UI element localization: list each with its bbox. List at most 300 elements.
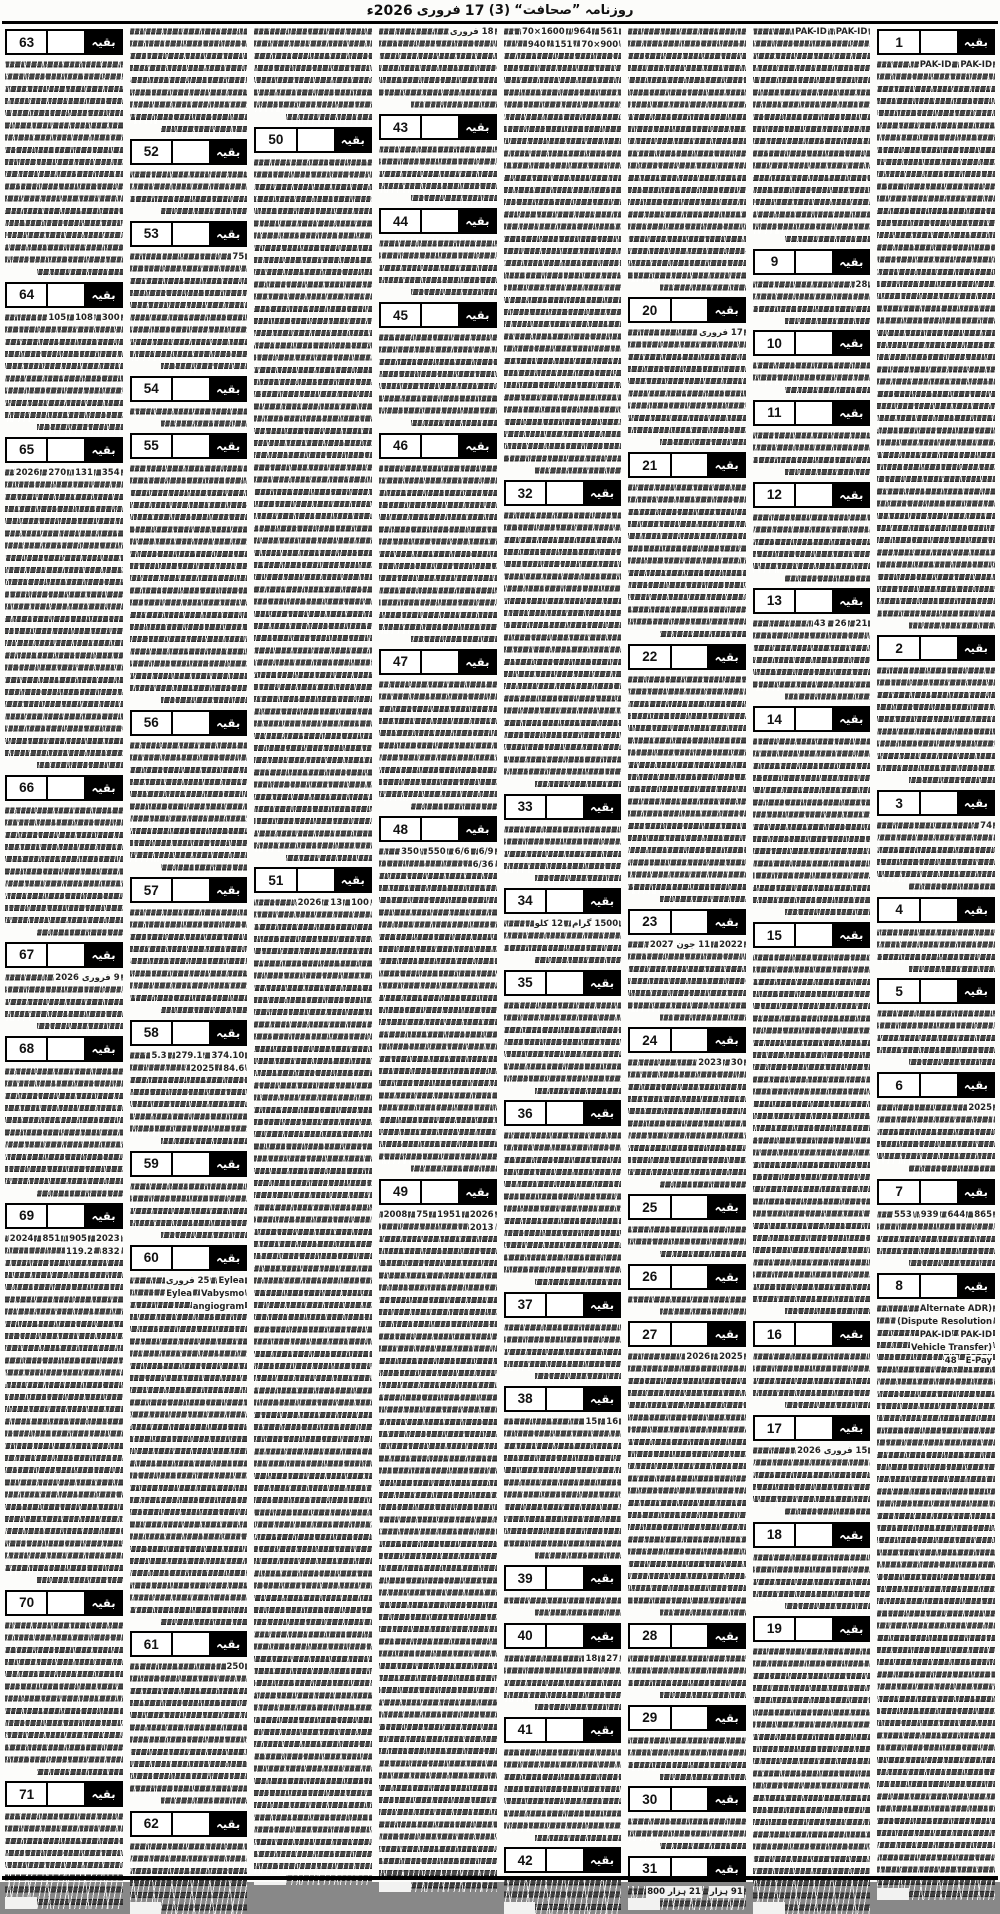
continuation-item-58-body-token: 2025 — [190, 1063, 215, 1074]
continuation-item-19-header — [753, 1616, 871, 1642]
continuation-item-8-body-tokens — [877, 1303, 995, 1367]
item-number: 37 — [506, 1294, 547, 1316]
column-3-lead-text — [628, 26, 746, 294]
masthead-date-month: فروری — [416, 3, 461, 18]
continuation-item-53-body-token: 75 — [232, 251, 245, 262]
continuation-item-67-header — [5, 942, 123, 968]
continuation-item-71-body — [5, 1811, 123, 1909]
item-blank-box — [422, 435, 460, 457]
continuation-label: بقیہ — [86, 1205, 120, 1227]
continuation-item-58-body-token: 374.10 — [211, 1050, 245, 1061]
item-blank-box — [48, 1783, 86, 1805]
item-blank-box — [547, 482, 585, 504]
continuation-item-16-body — [753, 1351, 871, 1412]
continuation-item-37-body — [504, 1322, 622, 1383]
item-blank-box — [48, 944, 86, 966]
item-number: 22 — [630, 646, 671, 668]
continuation-item-49-body — [379, 1209, 497, 1892]
item-blank-box — [48, 439, 86, 461]
continuation-item-65-body-token: 2026 — [15, 467, 40, 478]
item-number: 26 — [630, 1266, 671, 1288]
continuation-label: بقیہ — [86, 1592, 120, 1614]
continuation-item-60-body-token: 25 فروری — [165, 1275, 210, 1286]
continuation-item-70-body — [5, 1620, 123, 1779]
item-number: 7 — [879, 1181, 920, 1203]
item-blank-box — [48, 31, 86, 53]
continuation-item-38-header — [504, 1386, 622, 1412]
continuation-item-13-body-token: 21 — [855, 618, 868, 629]
continuation-item-48-body-token: 350 — [401, 847, 419, 858]
continuation-item-23-body-token: 2022 — [719, 939, 743, 950]
item-number: 21 — [630, 454, 671, 476]
continuation-item-34-body-token: 12 کلو — [534, 918, 564, 929]
item-blank-box — [173, 879, 211, 901]
continuation-item-48-body-token: 6/6 — [454, 847, 470, 858]
item-blank-box — [173, 378, 211, 400]
continuation-item-58-body — [130, 1050, 248, 1148]
item-blank-box — [173, 1022, 211, 1044]
item-blank-box — [921, 637, 959, 659]
continuation-label: بقیہ — [336, 869, 370, 891]
continuation-item-3-body-tokens — [877, 820, 995, 832]
continuation-label: بقیہ — [709, 454, 743, 476]
continuation-label: بقیہ — [834, 924, 868, 946]
continuation-item-29-header — [628, 1705, 746, 1731]
column-4-lead-text — [504, 26, 622, 477]
continuation-item-8-body-token: PAK-ID — [919, 1329, 952, 1340]
continuation-item-48-body-token: 6/9 — [478, 847, 494, 858]
continuation-item-48-header — [379, 816, 497, 842]
continuation-item-52-header — [130, 139, 248, 165]
continuation-label: بقیہ — [709, 299, 743, 321]
item-number: 8 — [879, 1275, 920, 1297]
item-number: 57 — [132, 879, 173, 901]
item-number: 16 — [755, 1323, 796, 1345]
continuation-label: بقیہ — [959, 1074, 993, 1096]
continuation-item-26-body — [628, 1294, 746, 1318]
continuation-item-41-header — [504, 1717, 622, 1743]
continuation-item-28-header — [628, 1623, 746, 1649]
column-2-lead-text-token: PAK-ID — [795, 27, 827, 37]
continuation-item-3-body — [877, 820, 995, 893]
bottom-rule — [2, 1876, 998, 1880]
continuation-item-58-body-tokens — [130, 1050, 248, 1075]
item-blank-box — [796, 402, 834, 424]
continuation-item-48-body — [379, 846, 497, 1175]
continuation-item-44-header — [379, 208, 497, 234]
continuation-item-34-body — [504, 918, 622, 967]
continuation-label: بقیہ — [834, 708, 868, 730]
continuation-item-55-body — [130, 463, 248, 707]
item-number: 19 — [755, 1618, 796, 1640]
continuation-item-20-body-token: 17 فروری — [699, 328, 743, 339]
item-number: 18 — [755, 1524, 796, 1546]
item-number: 32 — [506, 482, 547, 504]
continuation-item-31-body-token: 91 ہزار — [709, 1886, 743, 1897]
continuation-item-69-body-token: 832 — [101, 1246, 120, 1257]
continuation-item-17-body-tokens — [753, 1445, 871, 1457]
continuation-item-49-body-token: 2008 — [383, 1209, 408, 1220]
continuation-item-4-body — [877, 927, 995, 976]
continuation-item-5-header — [877, 978, 995, 1004]
continuation-item-14-header — [753, 706, 871, 732]
column-5-lead-text-token: 18 فروری — [449, 27, 494, 37]
item-number: 44 — [381, 210, 422, 232]
continuation-item-17-body-token: 15 فروری 2026 — [797, 1446, 868, 1457]
continuation-item-23-body-tokens — [628, 939, 746, 951]
continuation-item-45-header — [379, 302, 497, 328]
continuation-item-67-body — [5, 972, 123, 1033]
continuation-item-61-body-token: 250 — [226, 1662, 245, 1673]
continuation-item-45-body — [379, 332, 497, 430]
continuation-label: بقیہ — [834, 332, 868, 354]
continuation-item-27-body-token: 2026 — [686, 1352, 711, 1363]
item-number: 58 — [132, 1022, 173, 1044]
continuation-item-49-body-tokens — [379, 1209, 497, 1234]
item-blank-box — [173, 712, 211, 734]
continuation-item-54-body — [130, 406, 248, 430]
continuation-item-8-body-token: 48 — [944, 1355, 957, 1366]
column-4-lead-text-token: 900×70 — [581, 40, 619, 50]
continuation-item-31-body — [628, 1886, 746, 1910]
continuation-item-48-body-tokens — [379, 846, 497, 871]
continuation-label: بقیہ — [86, 31, 120, 53]
item-blank-box — [547, 1102, 585, 1124]
item-number: 9 — [755, 251, 796, 273]
continuation-item-60-body-token: angiogram — [192, 1301, 245, 1312]
continuation-item-65-body-tokens — [5, 467, 123, 479]
item-number: 31 — [630, 1858, 671, 1880]
item-blank-box — [796, 1618, 834, 1640]
continuation-item-1-header — [877, 29, 995, 55]
continuation-item-5-body — [877, 1008, 995, 1069]
item-number: 36 — [506, 1102, 547, 1124]
continuation-item-38-body-tokens — [504, 1416, 622, 1428]
item-number: 23 — [630, 911, 671, 933]
continuation-label: بقیہ — [211, 1633, 245, 1655]
item-blank-box — [672, 299, 710, 321]
masthead-paper-name: روزنامہ ”صحافت“ — [514, 3, 634, 18]
continuation-item-61-body-tokens — [130, 1661, 248, 1673]
item-number: 27 — [630, 1323, 671, 1345]
continuation-item-39-header — [504, 1565, 622, 1591]
item-blank-box — [547, 1625, 585, 1647]
continuation-item-9-body-tokens — [753, 279, 871, 291]
continuation-item-27-header — [628, 1321, 746, 1347]
continuation-item-49-body-token: 2026 — [469, 1209, 494, 1220]
item-blank-box — [672, 646, 710, 668]
column-3 — [628, 26, 746, 1910]
item-number: 65 — [7, 439, 48, 461]
continuation-item-22-body — [628, 674, 746, 906]
continuation-item-30-body — [628, 1816, 746, 1853]
continuation-label: بقیہ — [585, 796, 619, 818]
item-number: 52 — [132, 141, 173, 163]
item-number: 40 — [506, 1625, 547, 1647]
continuation-item-24-body-token: 30 — [730, 1058, 743, 1069]
continuation-label: بقیہ — [709, 1029, 743, 1051]
continuation-label: بقیہ — [211, 879, 245, 901]
continuation-item-55-header — [130, 433, 248, 459]
continuation-item-2-header — [877, 635, 995, 661]
continuation-item-61-body — [130, 1661, 248, 1807]
continuation-item-25-body — [628, 1224, 746, 1261]
continuation-item-35-body — [504, 1000, 622, 1098]
continuation-item-60-body-token: Vabysmo — [201, 1288, 245, 1299]
continuation-item-8-body-token: Dispute Resolution) — [897, 1316, 992, 1327]
continuation-item-40-body-token: 18 — [585, 1653, 598, 1664]
continuation-item-40-body-tokens — [504, 1653, 622, 1665]
continuation-label: بقیہ — [709, 1323, 743, 1345]
continuation-item-31-body-token: 21 ہزار 800 — [647, 1886, 701, 1897]
continuation-item-1-body — [877, 59, 995, 632]
continuation-item-65-body-token: 270 — [48, 467, 67, 478]
continuation-label: بقیہ — [585, 972, 619, 994]
continuation-label: بقیہ — [834, 484, 868, 506]
continuation-item-3-body-token: 74 — [980, 821, 992, 832]
continuation-label: بقیہ — [709, 1707, 743, 1729]
continuation-item-13-body-token: 26 — [834, 618, 847, 629]
item-blank-box — [173, 435, 211, 457]
continuation-item-43-body — [379, 144, 497, 205]
continuation-item-15-body — [753, 952, 871, 1318]
continuation-item-54-header — [130, 376, 248, 402]
continuation-item-13-header — [753, 588, 871, 614]
continuation-item-8-body-token: (Vehicle Transfer — [911, 1342, 992, 1353]
continuation-item-24-header — [628, 1027, 746, 1053]
continuation-item-60-body-token: Eylea — [166, 1288, 193, 1299]
continuation-item-12-header — [753, 482, 871, 508]
continuation-label: بقیہ — [86, 777, 120, 799]
continuation-item-48-body-token: 6/36 — [472, 860, 494, 871]
continuation-item-58-header — [130, 1020, 248, 1046]
item-blank-box — [422, 116, 460, 138]
continuation-item-24-body-token: 2023 — [698, 1058, 722, 1069]
item-number: 71 — [7, 1783, 48, 1805]
column-6-lead-text — [254, 26, 372, 124]
continuation-item-69-body-token: 851 — [42, 1233, 61, 1244]
continuation-item-53-body-tokens — [130, 251, 248, 263]
continuation-item-9-body-token: 28 — [855, 279, 868, 290]
continuation-item-13-body — [753, 618, 871, 703]
item-number: 1 — [879, 31, 920, 53]
continuation-label: بقیہ — [959, 31, 993, 53]
item-number: 35 — [506, 972, 547, 994]
continuation-item-39-body — [504, 1595, 622, 1619]
continuation-item-59-header — [130, 1151, 248, 1177]
continuation-item-11-header — [753, 400, 871, 426]
item-blank-box — [547, 1388, 585, 1410]
continuation-label: بقیہ — [211, 223, 245, 245]
item-number: 38 — [506, 1388, 547, 1410]
item-blank-box — [48, 1038, 86, 1060]
item-blank-box — [921, 31, 959, 53]
masthead-page-number: (3) — [488, 3, 511, 18]
continuation-label: بقیہ — [709, 1625, 743, 1647]
item-number: 11 — [755, 402, 796, 424]
item-blank-box — [547, 1567, 585, 1589]
continuation-item-68-body — [5, 1066, 123, 1200]
item-blank-box — [547, 1719, 585, 1741]
continuation-item-52-body — [130, 169, 248, 218]
continuation-item-69-body — [5, 1233, 123, 1587]
continuation-item-67-body-token: 9 فروری 2026 — [55, 972, 120, 983]
item-blank-box — [921, 1074, 959, 1096]
column-2-lead-text-tokens — [753, 26, 871, 38]
continuation-item-64-body — [5, 312, 123, 434]
continuation-item-53-header — [130, 221, 248, 247]
item-number: 59 — [132, 1153, 173, 1175]
column-4-lead-text-tokens — [504, 26, 622, 51]
continuation-label: بقیہ — [86, 1783, 120, 1805]
continuation-item-7-body-token: 939 — [920, 1209, 939, 1220]
continuation-item-59-body — [130, 1181, 248, 1242]
item-number: 12 — [755, 484, 796, 506]
column-4-lead-text-token: 1600×70 — [521, 27, 565, 37]
item-number: 39 — [506, 1567, 547, 1589]
continuation-item-47-header — [379, 649, 497, 675]
continuation-label: بقیہ — [959, 637, 993, 659]
continuation-item-20-header — [628, 297, 746, 323]
item-number: 45 — [381, 304, 422, 326]
item-blank-box — [672, 1029, 710, 1051]
columns-container — [0, 24, 1000, 1914]
column-2-lead-text — [753, 26, 871, 246]
continuation-item-25-header — [628, 1194, 746, 1220]
continuation-item-69-body-tokens — [5, 1233, 123, 1258]
continuation-label: بقیہ — [709, 911, 743, 933]
continuation-label: بقیہ — [86, 284, 120, 306]
continuation-item-38-body-token: 15 — [585, 1416, 598, 1427]
item-number: 24 — [630, 1029, 671, 1051]
continuation-label: بقیہ — [834, 1417, 868, 1439]
continuation-item-16-header — [753, 1321, 871, 1347]
continuation-label: بقیہ — [460, 818, 494, 840]
continuation-item-27-body-token: 2025 — [719, 1352, 743, 1363]
column-5 — [379, 26, 497, 1892]
item-blank-box — [422, 210, 460, 232]
continuation-item-20-body-tokens — [628, 327, 746, 339]
continuation-item-69-body-token: 2024 — [9, 1233, 34, 1244]
column-4-lead-text-token: 940 — [527, 40, 546, 50]
continuation-label: بقیہ — [709, 1196, 743, 1218]
continuation-item-42-header — [504, 1847, 622, 1873]
item-number: 61 — [132, 1633, 173, 1655]
item-number: 55 — [132, 435, 173, 457]
continuation-item-51-body-token: 13 — [330, 898, 343, 909]
continuation-label: بقیہ — [460, 435, 494, 457]
item-blank-box — [547, 796, 585, 818]
continuation-item-50-body — [254, 157, 372, 865]
continuation-label: بقیہ — [959, 1181, 993, 1203]
continuation-label: بقیہ — [211, 712, 245, 734]
continuation-item-51-header — [254, 867, 372, 893]
continuation-item-46-body — [379, 463, 497, 646]
item-blank-box — [796, 708, 834, 730]
column-2 — [753, 26, 871, 1914]
continuation-item-11-body — [753, 430, 871, 479]
continuation-item-6-body-tokens — [877, 1102, 995, 1114]
continuation-item-48-body-token: 550 — [427, 847, 446, 858]
item-number: 60 — [132, 1247, 173, 1269]
continuation-label: بقیہ — [86, 944, 120, 966]
item-number: 3 — [879, 792, 920, 814]
continuation-item-64-body-token: 105 — [48, 312, 67, 323]
continuation-item-6-header — [877, 1072, 995, 1098]
continuation-label: بقیہ — [709, 1266, 743, 1288]
item-number: 17 — [755, 1417, 796, 1439]
continuation-label: بقیہ — [709, 646, 743, 668]
continuation-item-14-body — [753, 736, 871, 919]
item-number: 70 — [7, 1592, 48, 1614]
continuation-item-51-body — [254, 897, 372, 1885]
continuation-label: بقیہ — [709, 1788, 743, 1810]
continuation-label: بقیہ — [585, 1102, 619, 1124]
continuation-item-58-body-token: 279.1 — [175, 1050, 203, 1061]
continuation-label: بقیہ — [834, 1524, 868, 1546]
masthead-date-day: 17 — [464, 2, 485, 19]
continuation-item-37-header — [504, 1292, 622, 1318]
item-number: 14 — [755, 708, 796, 730]
continuation-item-21-body — [628, 482, 746, 641]
item-blank-box — [547, 1849, 585, 1871]
continuation-item-56-header — [130, 710, 248, 736]
continuation-label: بقیہ — [834, 402, 868, 424]
continuation-label: بقیہ — [709, 1858, 743, 1880]
continuation-item-57-header — [130, 877, 248, 903]
continuation-item-8-body-token: PAK-ID — [960, 1329, 992, 1340]
continuation-item-63-header — [5, 29, 123, 55]
continuation-item-13-body-token: 43 — [813, 618, 826, 629]
continuation-item-40-header — [504, 1623, 622, 1649]
item-blank-box — [298, 129, 336, 151]
continuation-item-24-body — [628, 1057, 746, 1191]
item-number: 28 — [630, 1625, 671, 1647]
continuation-item-4-header — [877, 897, 995, 923]
item-number: 6 — [879, 1074, 920, 1096]
item-blank-box — [547, 1294, 585, 1316]
column-4 — [504, 26, 622, 1914]
continuation-item-58-body-token: 5.3 — [151, 1050, 167, 1061]
continuation-label: بقیہ — [585, 1849, 619, 1871]
item-number: 67 — [7, 944, 48, 966]
item-number: 42 — [506, 1849, 547, 1871]
continuation-item-32-body — [504, 510, 622, 791]
continuation-label: بقیہ — [834, 590, 868, 612]
continuation-label: بقیہ — [959, 899, 993, 921]
item-number: 25 — [630, 1196, 671, 1218]
item-blank-box — [921, 792, 959, 814]
continuation-item-51-body-token: 2026 — [297, 898, 322, 909]
continuation-item-33-header — [504, 794, 622, 820]
continuation-item-28-body — [628, 1653, 746, 1702]
continuation-item-46-header — [379, 433, 497, 459]
continuation-item-60-body — [130, 1275, 248, 1629]
continuation-item-9-header — [753, 249, 871, 275]
item-number: 53 — [132, 223, 173, 245]
item-blank-box — [48, 1205, 86, 1227]
continuation-item-65-header — [5, 437, 123, 463]
item-number: 10 — [755, 332, 796, 354]
continuation-item-47-body — [379, 679, 497, 813]
continuation-item-20-body — [628, 327, 746, 449]
item-number: 64 — [7, 284, 48, 306]
item-blank-box — [422, 651, 460, 673]
item-blank-box — [672, 1323, 710, 1345]
continuation-item-8-body-token: (Alternate ADR — [919, 1303, 992, 1314]
continuation-label: بقیہ — [211, 1247, 245, 1269]
continuation-item-69-body-token: 2023 — [95, 1233, 120, 1244]
